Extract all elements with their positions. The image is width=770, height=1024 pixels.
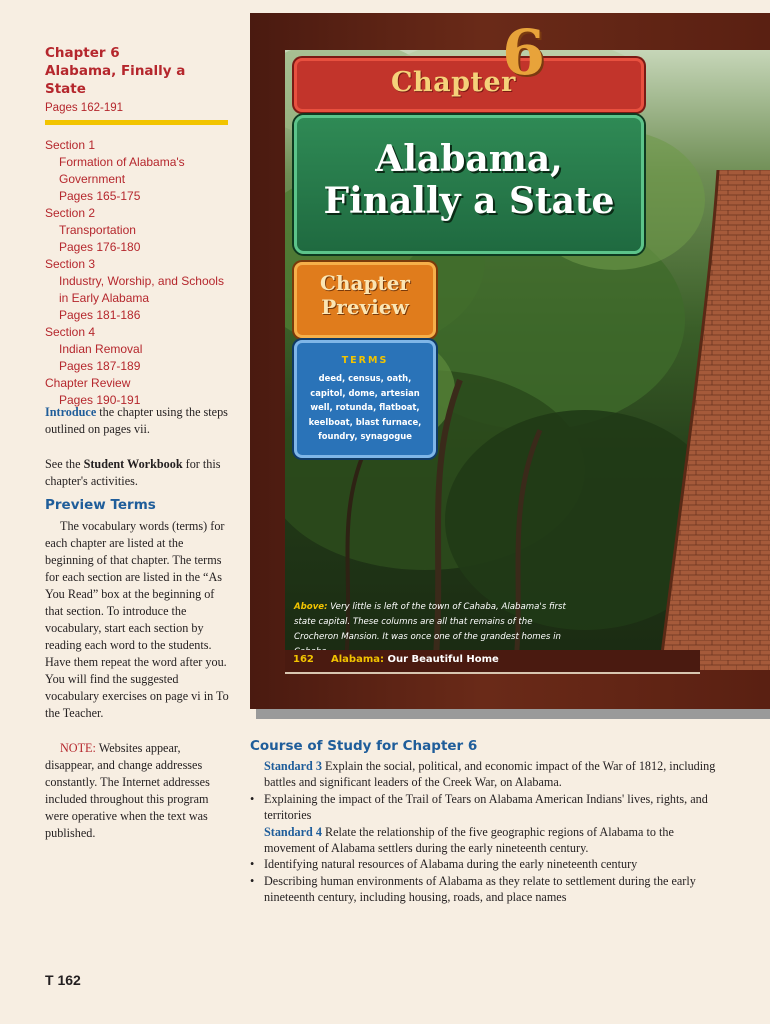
chapter-title-box bbox=[294, 115, 644, 254]
brick-column bbox=[640, 170, 770, 670]
section-line: Pages 165-175 bbox=[59, 189, 141, 203]
terms-box bbox=[294, 340, 436, 458]
student-page-number: 162 bbox=[293, 654, 314, 665]
standard-4 bbox=[250, 824, 720, 857]
section-list bbox=[45, 137, 230, 409]
caption-label: Above: bbox=[294, 602, 328, 612]
book-title bbox=[331, 654, 499, 665]
preview-line: Chapter bbox=[320, 271, 410, 295]
section-line: Indian Removal bbox=[59, 342, 143, 356]
section-line: Pages 187-189 bbox=[59, 359, 141, 373]
chapter-preview-box bbox=[294, 262, 436, 338]
list-item-text: Describing human environments of Alabama as they relate to settlement during the early nineteenth century, including housing, roads, and place names bbox=[264, 873, 696, 905]
note-text: Websites appear, disappear, and change addresses constantly. The Internet addresses included throughout this program were operative when the text was published. bbox=[45, 741, 210, 840]
title-line: Finally a State bbox=[323, 180, 615, 222]
student-page-footer bbox=[285, 650, 700, 672]
standard-text: Explain the social, political, and economic impact of the War of 1812, including battles and significant leaders of the Creek War, on Alabama. bbox=[264, 759, 716, 790]
chapter-number-title: Chapter 6 bbox=[45, 45, 120, 61]
introduce-paragraph bbox=[45, 404, 230, 438]
introduce-text: the chapter using the steps outlined on pages vii. bbox=[45, 405, 228, 436]
list-item: • Describing human environments of Alabama as they relate to settlement during the early nineteenth century, including housing, roads, and place names bbox=[250, 873, 696, 905]
preview-terms-paragraph: The vocabulary words (terms) for each chapter are listed at the beginning of that chapter. The terms for each section are listed in the “As You Read” box at the beginning of that section. To introduce the vocabulary, start each section by reading each word to the students. Have them repeat the word after you. You will find the suggested vocabulary exercises on page vi in To the Teacher. bbox=[45, 519, 229, 720]
footer-divider bbox=[285, 672, 700, 674]
course-of-study-heading: Course of Study for Chapter 6 bbox=[250, 738, 478, 754]
chapter-name-title: Alabama, Finally a State bbox=[45, 63, 186, 97]
workbook-post: for this chapter's activities. bbox=[45, 457, 221, 488]
page-number: T 162 bbox=[45, 972, 81, 988]
book-subtitle: Our Beautiful Home bbox=[384, 654, 499, 665]
section-line: Pages 190-191 bbox=[59, 393, 141, 407]
chapter-word: Chapter bbox=[391, 67, 516, 98]
list-item-text: Identifying natural resources of Alabama during the early nineteenth century bbox=[264, 857, 638, 872]
column-illustration bbox=[640, 170, 770, 670]
section-line: Government bbox=[59, 172, 126, 186]
workbook-label: Student Workbook bbox=[83, 457, 183, 471]
note-paragraph bbox=[45, 740, 230, 842]
preview-terms-heading: Preview Terms bbox=[45, 497, 156, 513]
caption-text: Very little is left of the town of Cahaba, Alabama's first state capital. These columns are all that remains of the Crocheron Mansion. It was once one of the grandest homes in bbox=[294, 602, 566, 642]
workbook-pre: See the bbox=[45, 457, 84, 471]
section-heading: Section 3 bbox=[45, 257, 96, 271]
standard-label: Standard 4 bbox=[264, 824, 322, 839]
list-item: • Identifying natural resources of Alabama during the early nineteenth century bbox=[250, 857, 638, 872]
section-line: Industry, Worship, and Schools bbox=[59, 274, 224, 288]
section-line: Transportation bbox=[59, 223, 136, 237]
list-item-text: Explaining the impact of the Trail of Tears on Alabama American Indians' lives, rights, and territories bbox=[264, 791, 708, 823]
chapter-preview-label bbox=[297, 271, 433, 319]
chapter-number: 6 bbox=[502, 16, 546, 89]
section-line: Pages 181-186 bbox=[59, 308, 141, 322]
divider bbox=[45, 120, 228, 125]
chapter-title bbox=[297, 138, 641, 222]
section-heading: Section 4 bbox=[45, 325, 96, 339]
book-title-main: Alabama: bbox=[331, 654, 384, 665]
note-label: NOTE: bbox=[60, 741, 96, 755]
section-heading: Section 1 bbox=[45, 138, 96, 152]
course-of-study bbox=[250, 758, 720, 906]
standard-label: Standard 3 bbox=[264, 759, 322, 773]
introduce-label: Introduce bbox=[45, 405, 97, 419]
chapter-pages: Pages 162-191 bbox=[45, 102, 124, 114]
section-line: in Early Alabama bbox=[59, 291, 150, 305]
title-line: Alabama, bbox=[375, 138, 563, 180]
workbook-paragraph bbox=[45, 456, 230, 490]
section-line: Formation of Alabama's bbox=[59, 155, 185, 169]
chapter-banner bbox=[294, 58, 644, 112]
section-heading: Chapter Review bbox=[45, 376, 131, 390]
section-heading: Section 2 bbox=[45, 206, 96, 220]
preview-line: Preview bbox=[321, 295, 409, 319]
standard-3 bbox=[250, 758, 720, 791]
standard-text: Relate the relationship of the five geographic regions of Alabama to the movement of Alabama settlers during the early nineteenth century. bbox=[264, 824, 674, 856]
list-item: • Explaining the impact of the Trail of Tears on Alabama American Indians' lives, rights, and territories bbox=[250, 791, 708, 823]
chapter-sidebar bbox=[45, 44, 230, 409]
terms-list: deed, census, oath, capitol, dome, artesian well, rotunda, flatboat, keelboat, blast furnace, foundry, synagogue bbox=[308, 373, 422, 441]
terms-heading: TERMS bbox=[341, 355, 389, 366]
section-line: Pages 176-180 bbox=[59, 240, 141, 254]
